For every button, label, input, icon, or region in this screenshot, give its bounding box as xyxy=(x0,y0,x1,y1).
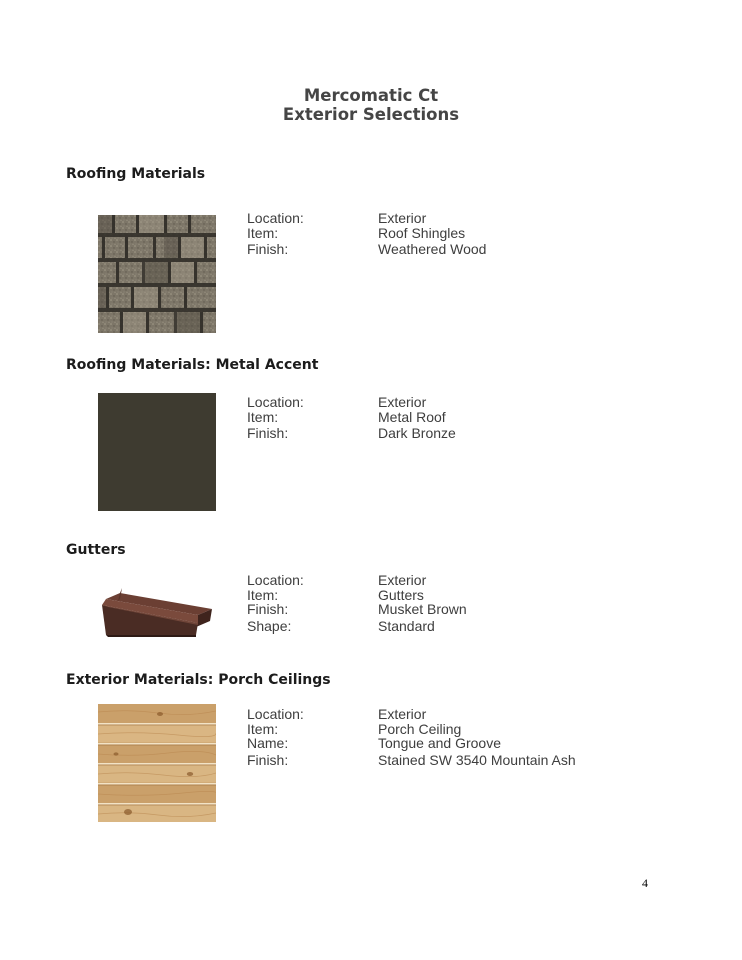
spec-value: Stained SW 3540 Mountain Ash xyxy=(378,752,576,768)
wood-plank-swatch xyxy=(98,704,216,822)
spec-value: Exterior xyxy=(378,210,427,226)
spec-value: Metal Roof xyxy=(378,409,446,425)
spec-value: Exterior xyxy=(378,572,427,588)
spec-label: Item: xyxy=(247,721,279,737)
spec-label: Item: xyxy=(247,587,279,603)
document-subtitle: Exterior Selections xyxy=(282,105,460,124)
spec-label: Name: xyxy=(247,735,289,751)
dark-bronze-swatch xyxy=(98,393,216,511)
spec-value: Porch Ceiling xyxy=(378,721,462,737)
gutter-image xyxy=(98,585,218,647)
spec-label: Finish: xyxy=(247,241,289,257)
spec-value: Exterior xyxy=(378,394,427,410)
spec-label: Location: xyxy=(247,572,304,588)
spec-value: Gutters xyxy=(378,587,424,603)
spec-label: Finish: xyxy=(247,752,289,768)
spec-value: Roof Shingles xyxy=(378,225,466,241)
page-number: 4 xyxy=(642,876,648,890)
spec-label: Location: xyxy=(247,706,304,722)
spec-label: Item: xyxy=(247,225,279,241)
section-heading-gutters: Gutters xyxy=(66,542,126,558)
section-heading-metal-accent: Roofing Materials: Metal Accent xyxy=(66,357,319,373)
spec-value: Standard xyxy=(378,618,435,634)
section-heading-roofing-materials: Roofing Materials xyxy=(66,166,206,182)
spec-label: Location: xyxy=(247,210,304,226)
section-heading-porch-ceilings: Exterior Materials: Porch Ceilings xyxy=(66,672,331,688)
document-title: Mercomatic Ct xyxy=(303,86,439,105)
spec-value: Tongue and Groove xyxy=(378,735,501,751)
spec-value: Weathered Wood xyxy=(378,241,487,257)
spec-label: Item: xyxy=(247,409,279,425)
spec-label: Shape: xyxy=(247,618,292,634)
spec-label: Finish: xyxy=(247,601,289,617)
roof-shingle-swatch xyxy=(98,215,216,333)
spec-label: Location: xyxy=(247,394,304,410)
spec-value: Musket Brown xyxy=(378,601,467,617)
spec-label: Finish: xyxy=(247,425,289,441)
spec-value: Dark Bronze xyxy=(378,425,456,441)
spec-value: Exterior xyxy=(378,706,427,722)
